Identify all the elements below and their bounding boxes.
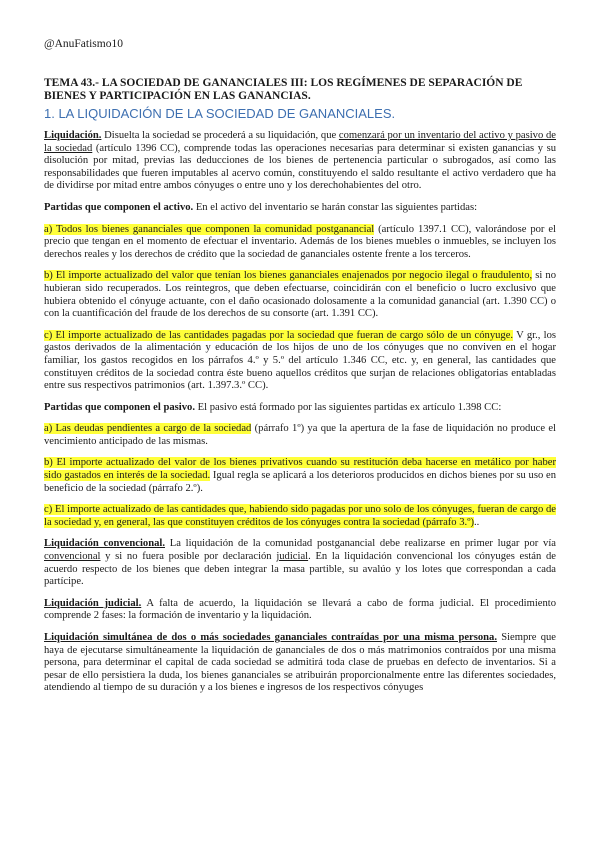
paragraph-activo-b	[44, 270, 556, 320]
paragraph-activo-c	[44, 330, 556, 393]
text: Disuelta la sociedad se procederá a su liquidación, que	[101, 130, 339, 141]
paragraph-liquidacion-convencional	[44, 538, 556, 588]
text: ..	[474, 516, 480, 528]
highlighted-text: a) Las deudas pendientes a cargo de la sociedad	[44, 423, 252, 435]
text: Igual regla se aplicará a los deterioros producidos en dichos bienes por su uso en beneficio de la sociedad (párrafo 2.º).	[44, 470, 556, 494]
highlighted-text: c) El importe actualizado de las cantidades pagadas por la sociedad que fueran de cargo sólo de un cónyuge.	[44, 329, 514, 341]
text: si no hubieran sido recuperados. Los reintegros, que deben efectuarse, coincidirán con el beneficio o lucro exclusivo que hubiera obtenido el cónyuge actuante, con el daño ocasionado dolosamente a la comunidad ganancial (art. 1.390 CC) o con la cuantificación del fraude de los derechos de su consorte (art. 1.391 CC).	[44, 270, 556, 320]
underlined-text: comenzará por un inventario del activo y pasivo de la sociedad	[44, 130, 556, 154]
underlined-text: convencional	[44, 551, 101, 563]
term-liquidacion: Liquidación.	[44, 130, 102, 141]
paragraph-pasivo-intro	[44, 402, 556, 415]
text: (artículo 1396 CC), comprende todas las operaciones necesarias para determinar si existen ganancias y su disolución por mitad, previas las deducciones de los bienes de pertenencia particular o subrogados, así como las responsabilidades que fueren imputables al acervo común, constituyendo el saldo resultante el activo verdadero que ha de dividirse por mitad entre ambos cónyuges o entre uno y los derechohabientes del otro.	[44, 142, 557, 192]
text: (párrafo 1º) ya que la apertura de la fase de liquidación no produce el vencimiento anticipado de las mismas.	[44, 423, 556, 447]
paragraph-pasivo-a	[44, 423, 556, 448]
text: V gr., los gastos derivados de la alimentación y educación de los hijos de uno de los cónyuges que no conviven en el hogar familiar, los gastos recogidos en los párrafos 4.º y 5.º del artículo 1.346 CC, etc. y, en general, las cantidades que constituyen créditos de la sociedad contra éste bueno aquellos créditos que surjan de relaciones obligatorias entabladas entre sus respectivos patrimonios (art. 1.397.3.º CC).	[44, 329, 556, 392]
term-partidas-activo: Partidas que componen el activo.	[44, 201, 194, 213]
paragraph-liquidacion-simultanea	[44, 632, 556, 695]
text: El pasivo está formado por las siguientes partidas ex artículo 1.398 CC:	[194, 401, 502, 413]
highlighted-text: b) El importe actualizado del valor que tenían los bienes gananciales enajenados por negocio ilegal o fraudulento,	[44, 270, 533, 282]
text: La liquidación de la comunidad postganancial debe realizarse en primer lugar por vía	[165, 538, 556, 550]
underlined-text: judicial	[276, 551, 309, 563]
paragraph-activo-intro	[44, 202, 556, 215]
text: Siempre que haya de ejecutarse simultáneamente la liquidación de gananciales de dos o más matrimonios contraídos por una misma persona, para determinar el capital de cada sociedad se admitirá toda clase de pruebas en defecto de inventarios. Si a pesar de ello persistiera la duda, los bienes gananciales se atribuirán proporcionalmente entre las diferentes sociedades, atendiendo al tiempo de su duración y a los bienes e ingresos de los respectivos cónyuges	[44, 632, 556, 694]
term-liquidacion-simultanea: Liquidación simultánea de dos o más sociedades gananciales contraídas por una misma persona.	[44, 632, 498, 643]
author-handle: @AnuFatismo10	[44, 38, 123, 50]
paragraph-liquidacion-judicial	[44, 598, 556, 623]
term-liquidacion-judicial: Liquidación judicial.	[44, 597, 142, 609]
text: . En la liquidación convencional los cónyuges están de acuerdo respecto de los bienes que deben integrar la masa partible, su avalúo y los lotes que correspondan a cada partícipe.	[44, 551, 556, 588]
paragraph-pasivo-b	[44, 457, 556, 495]
highlighted-text: b) El importe actualizado del valor de los bienes privativos cuando su restitución deba hacerse en metálico por haber sido gastados en interés de la sociedad.	[44, 457, 556, 482]
text: A falta de acuerdo, la liquidación se llevará a cabo de forma judicial. El procedimiento comprende 2 fases: la formación de inventario y la liquidación.	[44, 597, 556, 622]
paragraph-pasivo-c	[44, 504, 556, 529]
term-liquidacion-convencional: Liquidación convencional.	[44, 538, 165, 550]
text: En el activo del inventario se harán constar las siguientes partidas:	[193, 201, 478, 213]
paragraph-liquidacion	[44, 130, 556, 193]
text: (artículo 1397.1 CC), valorándose por el precio que tengan en el momento de efectuar el inventario. Además de los bienes muebles o inmuebles, se incluyen los derechos reales y los derechos de crédito que la sociedad de gananciales ostente frente a los terceros.	[44, 223, 556, 260]
text: y si no fuera posible por declaración	[100, 551, 277, 563]
highlighted-text: a) Todos los bienes gananciales que componen la comunidad postganancial	[44, 223, 375, 235]
term-partidas-pasivo: Partidas que componen el pasivo.	[44, 401, 195, 413]
highlighted-text: c) El importe actualizado de las cantidades que, habiendo sido pagadas por uno solo de los cónyuges, fueran de cargo de la sociedad y, en general, las que constituyen créditos de los cónyuges contra la sociedad (párrafo 3.º)	[44, 504, 556, 528]
section-heading: 1. LA LIQUIDACIÓN DE LA SOCIEDAD DE GANANCIALES.	[44, 106, 396, 121]
document-title: TEMA 43.- LA SOCIEDAD DE GANANCIALES III: LOS REGÍMENES DE SEPARACIÓN DE BIENES Y PARTICIPACIÓN EN LAS GANANCIAS.	[44, 77, 523, 102]
paragraph-activo-a	[44, 224, 556, 262]
